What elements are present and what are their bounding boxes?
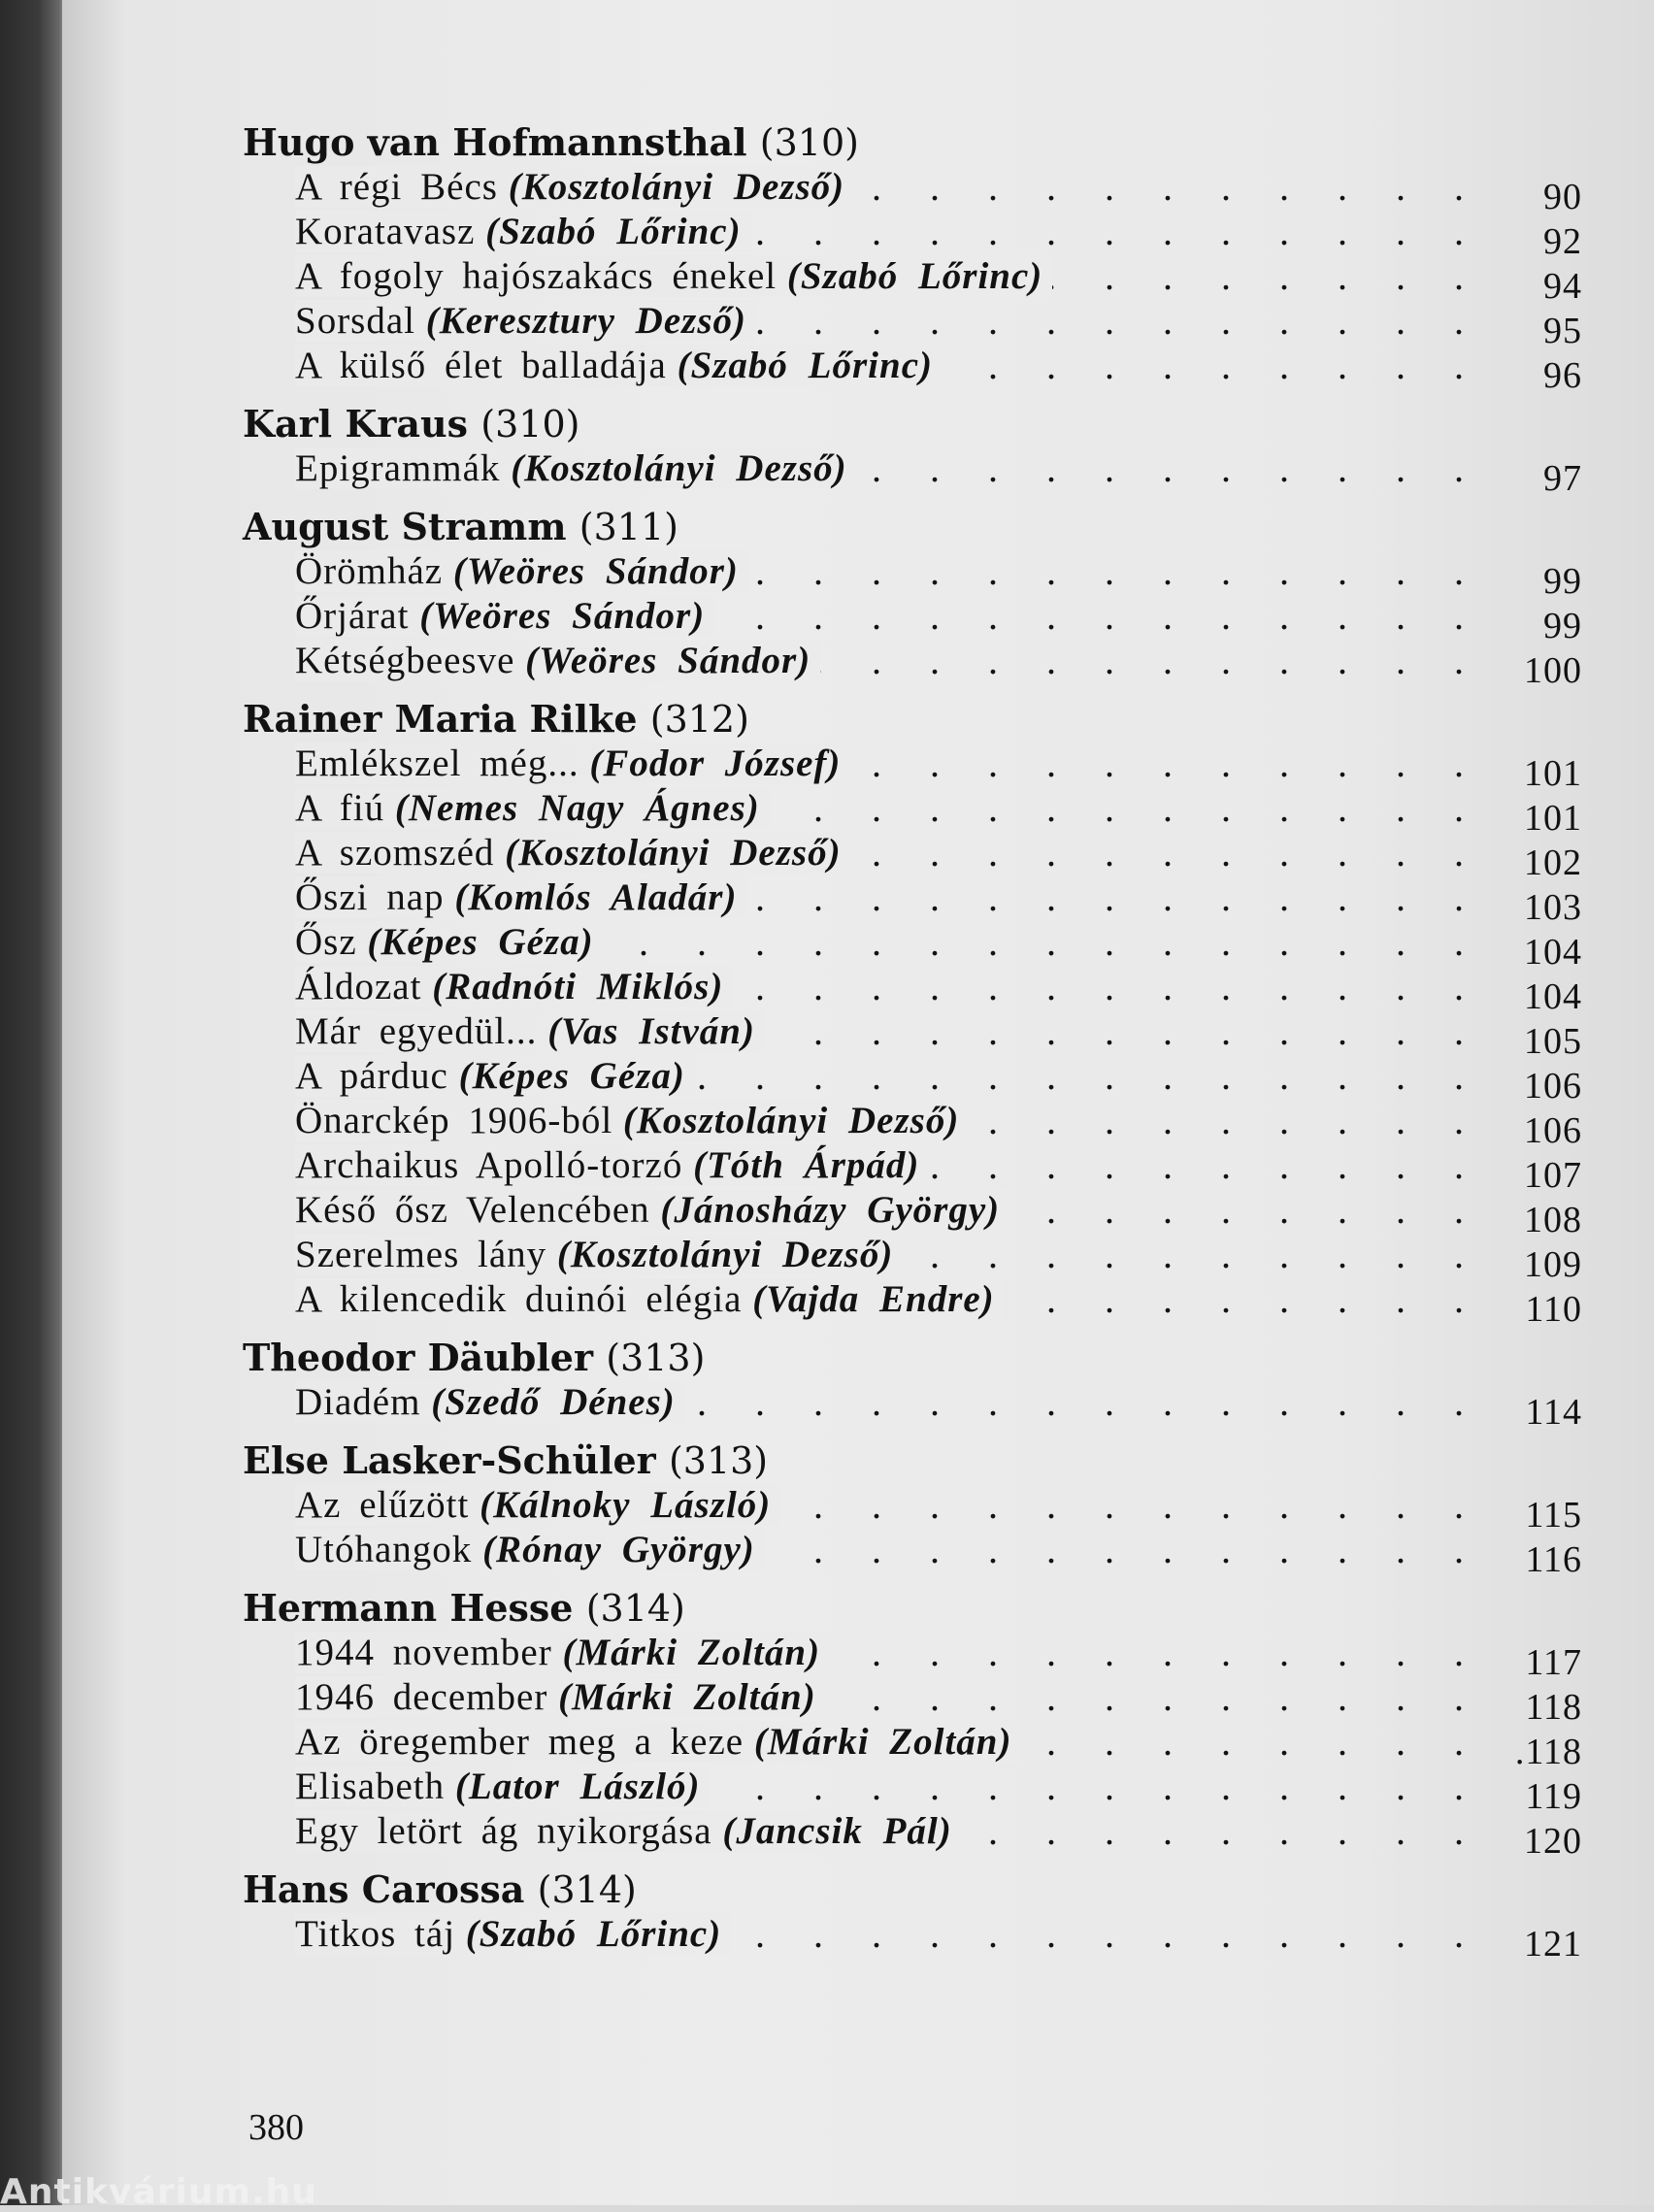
author-heading — [243, 505, 1582, 549]
entry-page-number: 104 — [1524, 976, 1582, 1017]
toc-entry — [295, 1675, 1582, 1728]
toc-entry — [295, 1528, 1582, 1580]
entry-text — [295, 211, 751, 252]
entry-page-number: 97 — [1543, 458, 1582, 499]
author-name: Hugo van Hofmannsthal — [243, 120, 747, 164]
entry-text — [295, 1381, 685, 1423]
poem-title: Emlékszel még... — [295, 743, 579, 784]
poem-title: Elisabeth — [295, 1766, 446, 1807]
entry-page-number: 108 — [1524, 1200, 1582, 1240]
author-page-ref: (311) — [579, 506, 678, 548]
toc-section — [243, 1438, 1582, 1580]
toc-entry — [295, 920, 1582, 973]
entry-page-number: 105 — [1524, 1021, 1582, 1062]
toc-entry — [295, 1054, 1582, 1106]
poem-title: Szerelmes lány — [295, 1234, 547, 1275]
translator-name: (Vas István) — [547, 1010, 755, 1052]
translator-name: (Lator László) — [454, 1766, 701, 1807]
entry-page-number: 119 — [1525, 1776, 1582, 1817]
toc-entry — [295, 1233, 1582, 1285]
author-page-ref: (314) — [537, 1868, 637, 1911]
entry-page-number: 99 — [1543, 606, 1582, 646]
entry-page-number: 114 — [1525, 1392, 1582, 1433]
toc-entry — [295, 742, 1582, 794]
entry-page-number: 101 — [1524, 753, 1582, 794]
poem-title: Kétségbeesve — [295, 640, 515, 681]
watermark: Antikvárium.hu — [0, 2172, 317, 2212]
author-name: August Stramm — [243, 505, 567, 548]
toc-entry — [295, 254, 1582, 307]
translator-name: (Weöres Sándor) — [525, 640, 811, 681]
author-page-ref: (312) — [649, 698, 749, 741]
entry-page-number: 94 — [1543, 266, 1582, 307]
entry-text — [295, 640, 820, 681]
toc-section — [243, 120, 1582, 396]
entry-text — [295, 876, 746, 918]
entry-text — [295, 1721, 1021, 1763]
author-name: Hans Carossa — [243, 1867, 525, 1911]
entry-page-number: 99 — [1543, 561, 1582, 602]
toc-entry — [295, 210, 1582, 262]
author-page-ref: (314) — [585, 1587, 685, 1630]
toc-entry — [295, 1143, 1582, 1196]
author-heading — [243, 1586, 1582, 1631]
translator-name: (Radnóti Miklós) — [432, 966, 724, 1007]
translator-name: (Komlós Aladár) — [454, 876, 738, 918]
author-name: Theodor Däubler — [243, 1336, 593, 1379]
poem-title: A fiú — [295, 787, 385, 829]
poem-title: A régi Bécs — [295, 166, 498, 208]
translator-name: (Márki Zoltán) — [753, 1721, 1012, 1763]
entry-page-number: .118 — [1514, 1732, 1582, 1772]
entry-page-number: 116 — [1525, 1539, 1582, 1580]
poem-title: Önarckép 1906-ból — [295, 1100, 613, 1141]
translator-name: (Kosztolányi Dezső) — [622, 1100, 960, 1141]
entry-page-number: 103 — [1524, 887, 1582, 928]
entry-page-number: 106 — [1524, 1110, 1582, 1151]
toc-entry — [295, 1631, 1582, 1683]
entry-page-number: 104 — [1524, 932, 1582, 973]
toc-entry — [295, 965, 1582, 1017]
toc-entry — [295, 1809, 1582, 1862]
toc-entry — [295, 1483, 1582, 1535]
author-page-ref: (313) — [668, 1439, 769, 1482]
author-heading — [243, 402, 1582, 446]
toc-section — [243, 1336, 1582, 1433]
entry-text — [295, 1810, 962, 1852]
toc-entry — [295, 1099, 1582, 1151]
author-heading — [243, 1867, 1582, 1912]
entry-page-number: 118 — [1525, 1687, 1582, 1728]
entry-page-number: 102 — [1524, 842, 1582, 883]
author-heading — [243, 697, 1582, 742]
author-name: Hermann Hesse — [243, 1586, 574, 1630]
entry-page-number: 109 — [1524, 1244, 1582, 1285]
page-number: 380 — [248, 2107, 304, 2148]
entry-text — [295, 832, 851, 874]
entry-text — [295, 1676, 826, 1718]
entry-text — [295, 1766, 710, 1807]
translator-name: (Kosztolányi Dezső) — [511, 447, 847, 489]
poem-title: Örömház — [295, 550, 444, 592]
toc-entry — [295, 1720, 1582, 1772]
entry-text — [295, 1632, 830, 1673]
poem-title: A szomszéd — [295, 832, 495, 874]
entry-page-number: 90 — [1543, 177, 1582, 217]
entry-text — [295, 255, 1052, 297]
toc-section — [243, 697, 1582, 1330]
toc-section — [243, 402, 1582, 499]
toc-entry — [295, 446, 1582, 499]
poem-title: Utóhangok — [295, 1529, 473, 1570]
poem-title: Késő ősz Velencében — [295, 1189, 650, 1231]
entry-text — [295, 1055, 695, 1097]
poem-title: Koratavasz — [295, 211, 476, 252]
translator-name: (Weöres Sándor) — [419, 595, 706, 637]
entry-text — [295, 166, 854, 208]
translator-name: (Szabó Lőrinc) — [786, 255, 1043, 297]
translator-name: (Kosztolányi Dezső) — [508, 166, 845, 208]
toc-entry — [295, 786, 1582, 839]
poem-title: Epigrammák — [295, 447, 501, 489]
translator-name: (Márki Zoltán) — [562, 1632, 821, 1673]
translator-name: (Kálnoky László) — [480, 1484, 772, 1526]
translator-name: (Keresztury Dezső) — [425, 300, 746, 342]
toc-entry — [295, 344, 1582, 396]
toc-entry — [295, 1277, 1582, 1330]
translator-name: (Márki Zoltán) — [558, 1676, 816, 1718]
translator-name: (Képes Géza) — [367, 921, 594, 963]
entry-text — [295, 595, 714, 637]
author-name: Rainer Maria Rilke — [243, 697, 638, 741]
poem-title: Diadém — [295, 1381, 421, 1423]
entry-text — [295, 447, 857, 489]
author-page-ref: (310) — [759, 121, 859, 164]
poem-title: Az elűzött — [295, 1484, 470, 1526]
author-name: Karl Kraus — [243, 402, 469, 446]
translator-name: (Jancsik Pál) — [722, 1810, 952, 1852]
entry-text — [295, 1529, 765, 1570]
entry-text — [295, 1278, 1005, 1320]
author-heading — [243, 120, 1582, 165]
toc-entry — [295, 299, 1582, 351]
entry-text — [295, 787, 770, 829]
poem-title: A kilencedik duinói elégia — [295, 1278, 743, 1320]
book-spine-shadow — [0, 0, 70, 2205]
toc-entry — [295, 165, 1582, 217]
toc-entry — [295, 1009, 1582, 1062]
translator-name: (Szedő Dénes) — [431, 1381, 676, 1423]
poem-title: A külső élet balladája — [295, 345, 667, 386]
entry-text — [295, 921, 604, 963]
entry-text — [295, 345, 943, 386]
poem-title: Áldozat — [295, 966, 422, 1007]
translator-name: (Képes Géza) — [458, 1055, 685, 1097]
poem-title: Az öregember meg a keze — [295, 1721, 744, 1763]
table-of-contents — [243, 120, 1582, 1970]
translator-name: (Jánosházy György) — [660, 1189, 1001, 1231]
poem-title: A párduc — [295, 1055, 448, 1097]
toc-entry — [295, 1912, 1582, 1964]
poem-title: Már egyedül... — [295, 1010, 538, 1052]
entry-text — [295, 550, 748, 592]
toc-section — [243, 505, 1582, 691]
toc-section — [243, 1586, 1582, 1862]
entry-page-number: 117 — [1525, 1642, 1582, 1683]
entry-page-number: 92 — [1543, 221, 1582, 262]
translator-name: (Szabó Lőrinc) — [677, 345, 934, 386]
translator-name: (Weöres Sándor) — [452, 550, 739, 592]
poem-title: Titkos táj — [295, 1913, 456, 1955]
poem-title: Ősz — [295, 921, 357, 963]
toc-entry — [295, 1380, 1582, 1433]
entry-page-number: 107 — [1524, 1155, 1582, 1196]
entry-text — [295, 1100, 969, 1141]
author-name: Else Lasker-Schüler — [243, 1438, 656, 1482]
translator-name: (Fodor József) — [589, 743, 842, 784]
entry-text — [295, 966, 733, 1007]
entry-text — [295, 1484, 780, 1526]
entry-page-number: 96 — [1543, 355, 1582, 396]
toc-entry — [295, 549, 1582, 602]
author-heading — [243, 1438, 1582, 1483]
entry-text — [295, 1913, 731, 1955]
entry-page-number: 101 — [1524, 798, 1582, 839]
translator-name: (Kosztolányi Dezső) — [556, 1234, 894, 1275]
translator-name: (Kosztolányi Dezső) — [505, 832, 842, 874]
toc-entry — [295, 875, 1582, 928]
entry-text — [295, 1144, 929, 1186]
toc-entry — [295, 594, 1582, 646]
translator-name: (Szabó Lőrinc) — [465, 1913, 722, 1955]
translator-name: (Vajda Endre) — [752, 1278, 995, 1320]
toc-entry — [295, 1188, 1582, 1240]
translator-name: (Szabó Lőrinc) — [485, 211, 742, 252]
toc-section — [243, 1867, 1582, 1964]
poem-title: Őszi nap — [295, 876, 445, 918]
author-heading — [243, 1336, 1582, 1380]
entry-page-number: 120 — [1524, 1821, 1582, 1862]
translator-name: (Rónay György) — [482, 1529, 755, 1570]
poem-title: A fogoly hajószakács énekel — [295, 255, 777, 297]
poem-title: 1946 december — [295, 1676, 548, 1718]
entry-text — [295, 1189, 1009, 1231]
entry-text — [295, 1234, 903, 1275]
toc-entry — [295, 639, 1582, 691]
entry-page-number: 110 — [1525, 1289, 1582, 1330]
entry-page-number: 106 — [1524, 1066, 1582, 1106]
translator-name: (Tóth Árpád) — [693, 1144, 920, 1186]
author-page-ref: (310) — [480, 403, 580, 446]
entry-text — [295, 743, 850, 784]
entry-text — [295, 1010, 765, 1052]
entry-page-number: 121 — [1524, 1924, 1582, 1964]
poem-title: Sorsdal — [295, 300, 415, 342]
poem-title: Archaikus Apolló-torzó — [295, 1144, 683, 1186]
author-page-ref: (313) — [606, 1337, 706, 1379]
entry-page-number: 100 — [1524, 650, 1582, 691]
poem-title: 1944 november — [295, 1632, 552, 1673]
entry-page-number: 115 — [1525, 1495, 1582, 1535]
toc-entry — [295, 831, 1582, 883]
translator-name: (Nemes Nagy Ágnes) — [394, 787, 760, 829]
entry-page-number: 95 — [1543, 311, 1582, 351]
poem-title: Őrjárat — [295, 595, 410, 637]
poem-title: Egy letört ág nyikorgása — [295, 1810, 712, 1852]
toc-entry — [295, 1765, 1582, 1817]
entry-text — [295, 300, 756, 342]
